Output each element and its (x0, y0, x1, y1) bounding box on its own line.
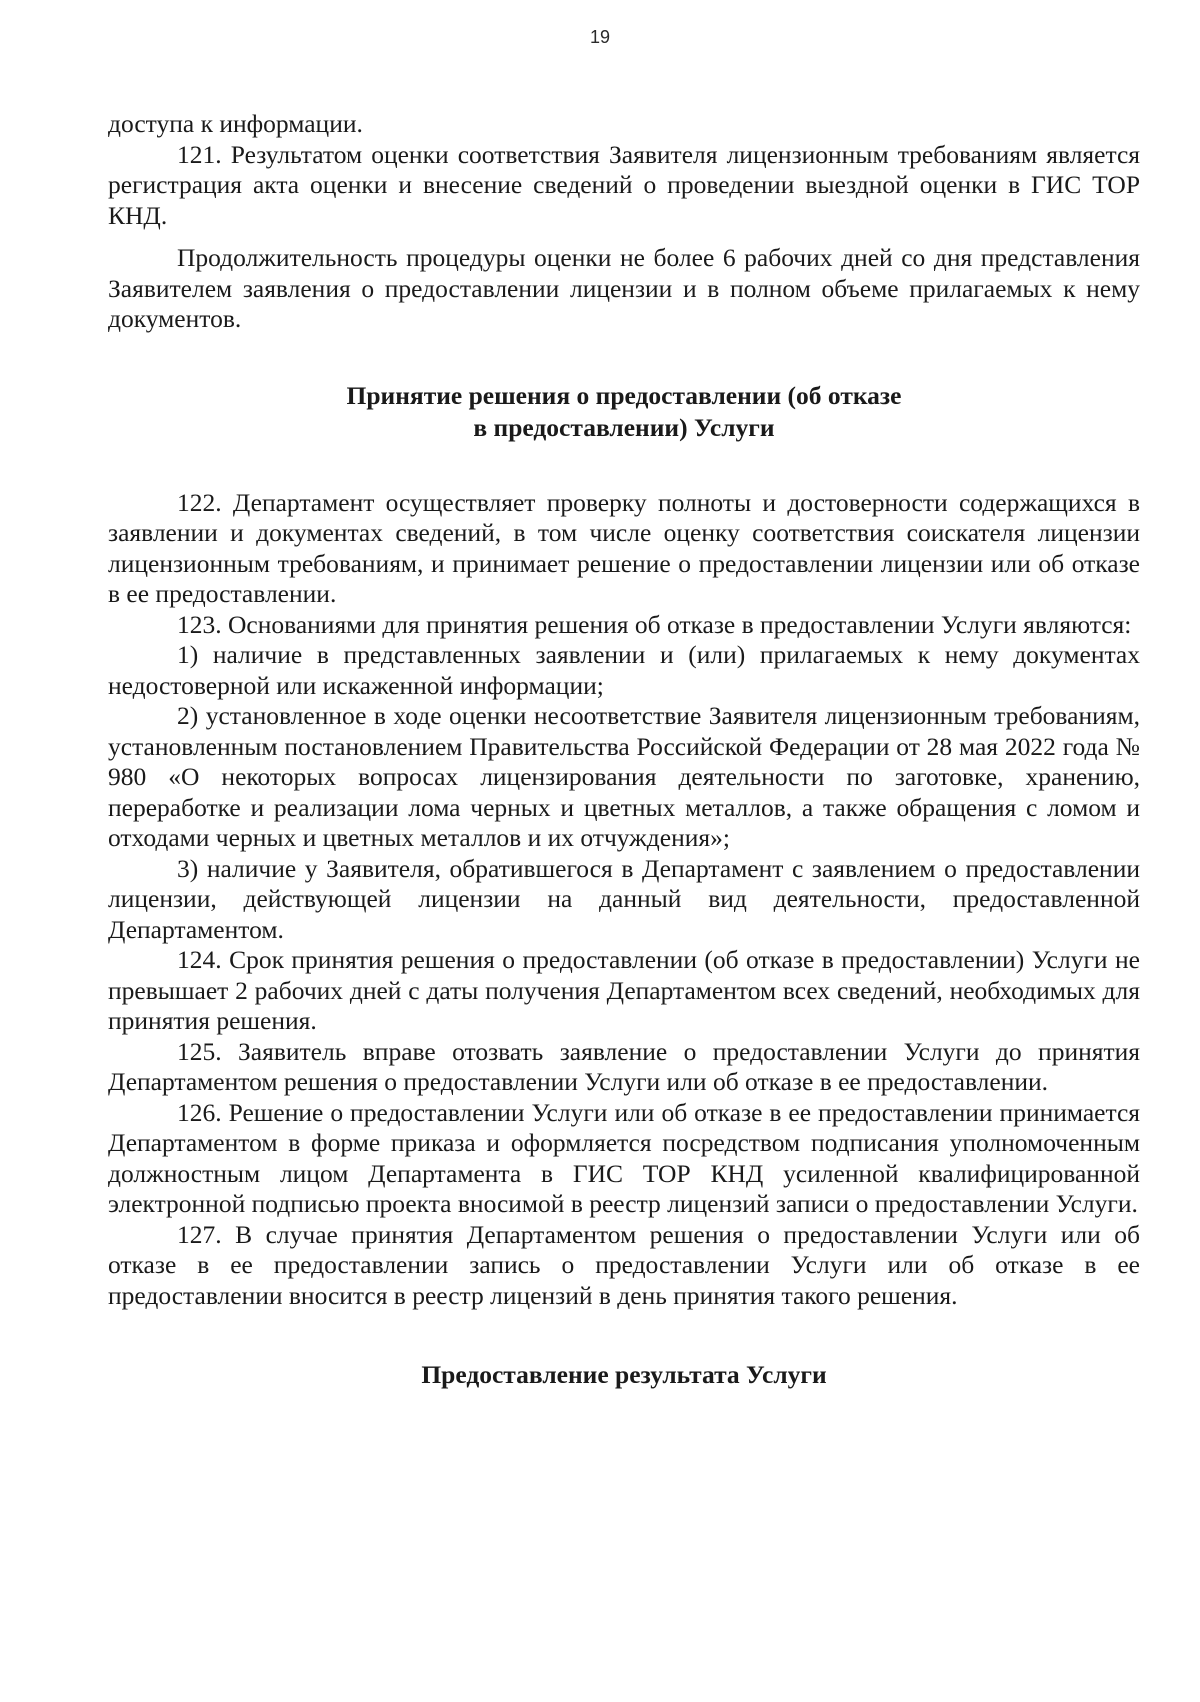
list-item-3: 3) наличие у Заявителя, обратившегося в Департамент с заявлением о предоставлении лицензии, действующей лицензии на данный вид деятельности, предоставленной Департаментом. (108, 853, 1140, 944)
paragraph-125: 125. Заявитель вправе отозвать заявление о предоставлении Услуги до принятия Департаментом решения о предоставлении Услуги или об отказе в ее предоставлении. (108, 1036, 1140, 1096)
paragraph-122: 122. Департамент осуществляет проверку полноты и достоверности содержащихся в заявлении и документах сведений, в том числе оценку соответствия соискателя лицензии лицензионным требованиям, и принимает решение о предоставлении лицензии или об отказе в ее предоставлении. (108, 487, 1140, 608)
list-item-1: 1) наличие в представленных заявлении и (или) прилагаемых к нему документах недостоверной или искаженной информации; (108, 640, 1140, 700)
section-heading-decision (108, 380, 1140, 444)
paragraph-127: 127. В случае принятия Департаментом решения о предоставлении Услуги или об отказе в ее предоставлении запись о предоставлении Услуги или об отказе в ее предоставлении вносится в реестр лицензий в день принятия такого решения. (108, 1219, 1140, 1310)
paragraph-procedure-duration: Продолжительность процедуры оценки не более 6 рабочих дней со дня представления Заявителем заявления о предоставлении лицензии и в полном объеме прилагаемых к нему документов. (108, 243, 1140, 333)
list-item-2: 2) установленное в ходе оценки несоответствие Заявителя лицензионным требованиям, установленным постановлением Правительства Российской Федерации от 28 мая 2022 года № 980 «О некоторых вопросах лицензирования деятельности по заготовке, хранению, переработке и реализации лома черных и цветных металлов, а также обращения с ломом и отходами черных и цветных металлов и их отчуждения»; (108, 701, 1140, 852)
paragraph-continuation: доступа к информации. (108, 109, 363, 138)
paragraph-123: 123. Основаниями для принятия решения об отказе в предоставлении Услуги являются: (177, 609, 1132, 639)
paragraph-124: 124. Срок принятия решения о предоставлении (об отказе в предоставлении) Услуги не превышает 2 рабочих дней с даты получения Департаментом всех сведений, необходимых для принятия решения. (108, 945, 1140, 1035)
document-body (108, 109, 1140, 1391)
page-number: 19 (589, 27, 611, 47)
section-heading-decision-line2: в предоставлении) Услуги (473, 412, 775, 442)
paragraph-126: 126. Решение о предоставлении Услуги или об отказе в ее предоставлении принимается Департаментом в форме приказа и оформляется посредством подписания уполномоченным должностным лицом Департамента в ГИС ТОР КНД усиленной квалифицированной электронной подписью проекта вносимой в реестр лицензий записи о предоставлении Услуги. (108, 1097, 1140, 1218)
section-heading-decision-line1: Принятие решения о предоставлении (об отказе (346, 380, 902, 410)
section-heading-result: Предоставление результата Услуги (421, 1360, 827, 1389)
paragraph-121: 121. Результатом оценки соответствия Заявителя лицензионным требованиям является регистрация акта оценки и внесение сведений о проведении выездной оценки в ГИС ТОР КНД. (108, 139, 1140, 230)
